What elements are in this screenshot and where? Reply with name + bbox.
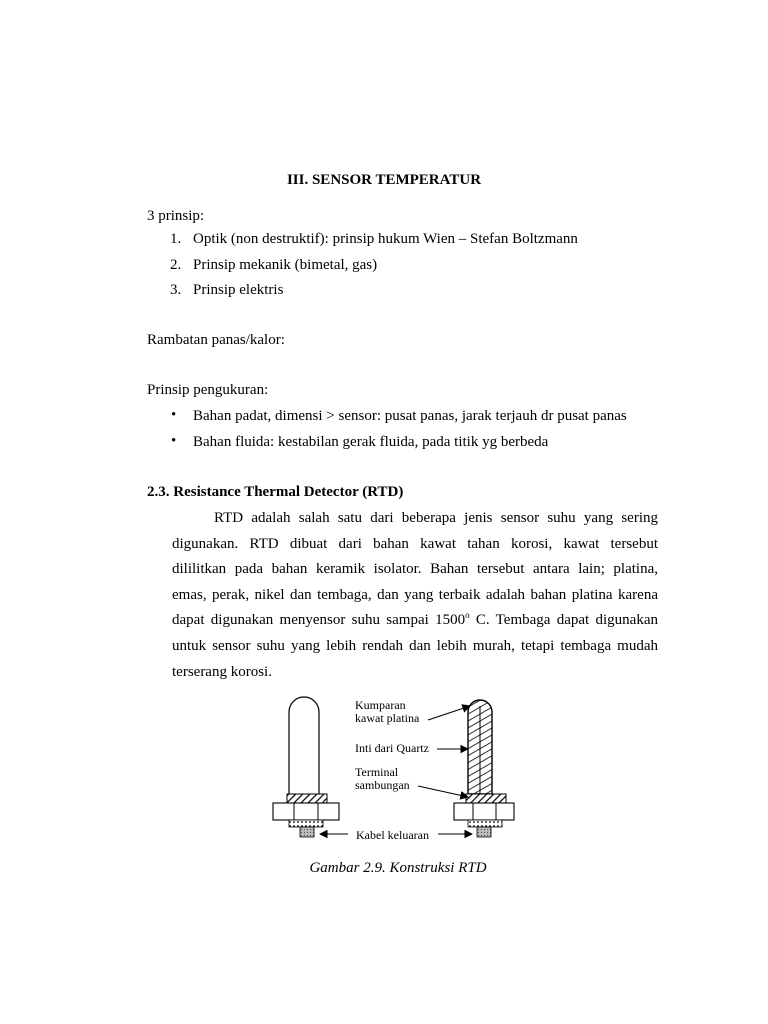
page-title: III. SENSOR TEMPERATUR [286, 172, 482, 188]
bullet-item: Bahan padat, dimensi > sensor: pusat panas, jarak terjauh dr pusat panas [193, 408, 627, 424]
section-title: 2.3. Resistance Thermal Detector (RTD) [147, 484, 404, 500]
paragraph-line: digunakan. RTD dibuat dari bahan kawat tahan korosi, kawat tersebut [172, 535, 658, 552]
degree-superscript: o [465, 610, 470, 621]
paragraph-line: RTD adalah salah satu dari beberapa jenis sensor suhu yang sering [214, 510, 658, 526]
paragraph-line-5-head: dapat digunakan menyensor suhu sampai 1500 [172, 612, 466, 629]
list-number: 2. [170, 257, 182, 273]
arrow-kumparan [428, 706, 470, 720]
rambatan-label: Rambatan panas/kalor: [147, 332, 285, 348]
list-item: Prinsip mekanik (bimetal, gas) [193, 257, 378, 273]
paragraph-line: emas, perak, nikel dan tembaga, dan yang terbaik adalah bahan platina karena [172, 586, 658, 603]
paragraph-line: terserang korosi. [172, 663, 272, 680]
rtd-sensor-left [273, 697, 339, 837]
bullet-icon: • [171, 407, 177, 423]
paragraph-line: untuk sensor suhu yang lebih rendah dan lebih murah, tetapi tembaga mudah [172, 637, 658, 654]
list-number: 1. [170, 231, 182, 247]
bullet-icon: • [171, 433, 177, 449]
figure-caption: Gambar 2.9. Konstruksi RTD [309, 860, 487, 876]
label-kumparan-line1: Kumparan [355, 698, 406, 712]
label-inti: Inti dari Quartz [355, 741, 429, 755]
list-number: 3. [170, 282, 182, 298]
prinsip-intro: 3 prinsip: [147, 208, 205, 224]
label-terminal-line2: sambungan [355, 778, 410, 792]
list-item: Optik (non destruktif): prinsip hukum Wien – Stefan Boltzmann [193, 231, 578, 247]
label-terminal-line1: Terminal [355, 765, 399, 779]
rtd-sensor-right [454, 700, 514, 837]
arrow-terminal [418, 786, 468, 797]
bullet-item: Bahan fluida: kestabilan gerak fluida, pada titik yg berbeda [193, 434, 549, 450]
label-kabel: Kabel keluaran [356, 828, 429, 842]
paragraph-line: dililitkan pada bahan keramik isolator. Bahan tersebut antara lain; platina, [172, 561, 658, 578]
paragraph-line-5-tail: C. Tembaga dapat digunakan [469, 612, 658, 629]
label-kumparan-line2: kawat platina [355, 711, 420, 725]
pengukuran-intro: Prinsip pengukuran: [147, 382, 269, 398]
list-item: Prinsip elektris [193, 282, 284, 298]
